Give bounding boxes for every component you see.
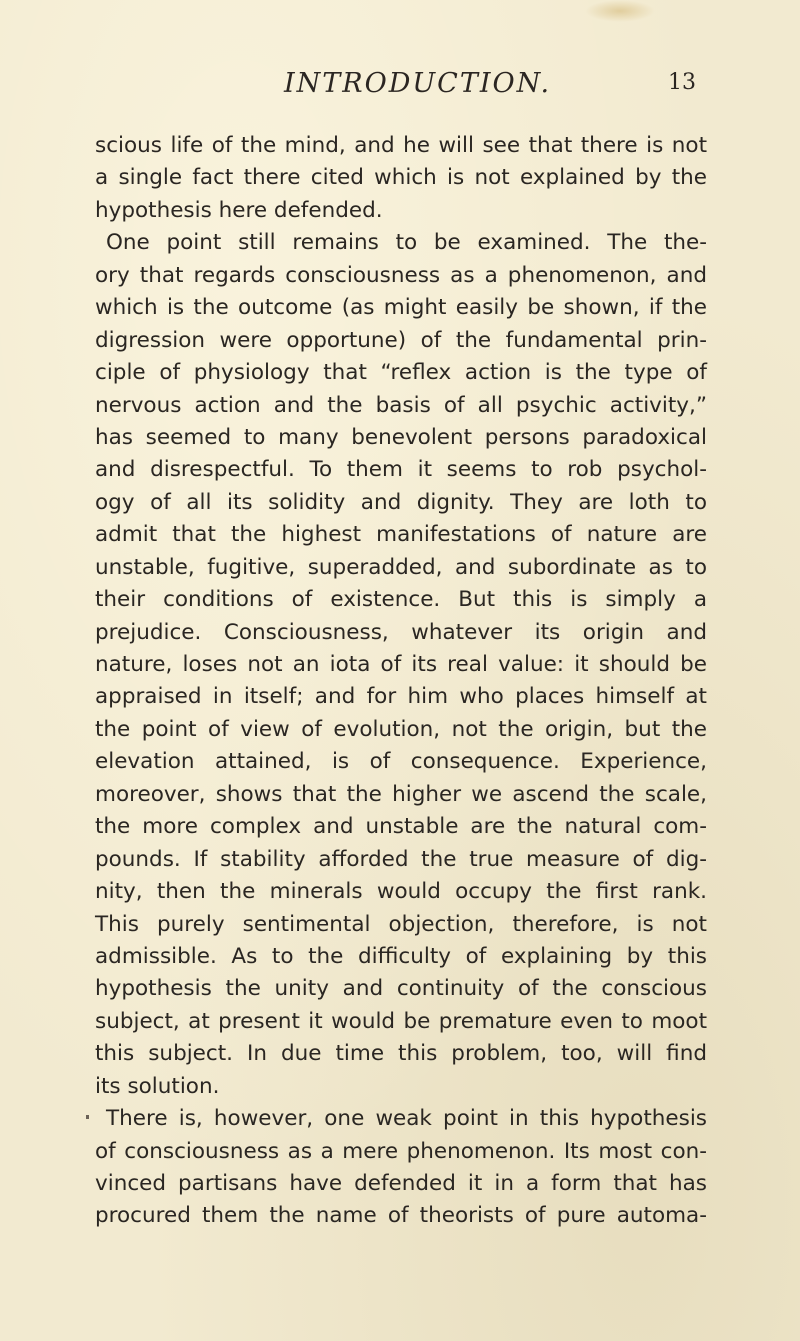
text-line: this subject. In due time this problem, too, will find bbox=[95, 1041, 707, 1067]
page-header bbox=[0, 68, 800, 108]
text-line: This purely sentimental objection, therefore, is not bbox=[95, 911, 707, 937]
text-line: which is the outcome (as might easily be shown, if the bbox=[95, 295, 707, 321]
page-number: 13 bbox=[668, 70, 696, 95]
text-line: has seemed to many benevolent persons paradoxical bbox=[95, 424, 707, 450]
paper-stain bbox=[585, 0, 655, 22]
text-line: hypothesis the unity and continuity of the conscious bbox=[95, 976, 707, 1002]
text-line: hypothesis here defended. bbox=[95, 197, 383, 223]
text-line: admissible. As to the difficulty of explaining by this bbox=[95, 943, 707, 969]
running-title: INTRODUCTION. bbox=[284, 68, 552, 99]
text-line: scious life of the mind, and he will see that there is not bbox=[95, 133, 707, 158]
text-line: nature, loses not an iota of its real value: it should be bbox=[95, 652, 707, 677]
text-line: pounds. If stability afforded the true measure of dig- bbox=[95, 846, 707, 872]
text-line: ciple of physiology that “reflex action is the type of bbox=[95, 360, 707, 386]
text-line: the point of view of evolution, not the origin, but the bbox=[95, 716, 707, 742]
text-line: a single fact there cited which is not explained by the bbox=[95, 165, 707, 191]
text-line: elevation attained, is of consequence. Experience, bbox=[95, 749, 707, 775]
text-line: One point still remains to be examined. The the- bbox=[106, 230, 707, 256]
text-line: vinced partisans have defended it in a form that has bbox=[95, 1171, 707, 1196]
text-line: unstable, fugitive, superadded, and subordinate as to bbox=[95, 554, 707, 580]
body-text bbox=[95, 130, 707, 1233]
text-line: moreover, shows that the higher we ascend the scale, bbox=[95, 781, 707, 807]
text-line: subject, at present it would be premature even to moot bbox=[95, 1008, 707, 1034]
text-line: procured them the name of theorists of pure automa- bbox=[95, 1203, 707, 1229]
text-line: There is, however, one weak point in this hypothesis bbox=[106, 1106, 707, 1132]
text-line: admit that the highest manifestations of nature are bbox=[95, 522, 707, 548]
text-line: appraised in itself; and for him who places himself at bbox=[95, 684, 707, 710]
text-line: and disrespectful. To them it seems to rob psychol- bbox=[95, 457, 707, 483]
text-line: ogy of all its solidity and dignity. They are loth to bbox=[95, 489, 707, 515]
text-line: the more complex and unstable are the natural com- bbox=[95, 814, 707, 840]
text-line: nity, then the minerals would occupy the first rank. bbox=[95, 879, 707, 905]
text-line: its solution. bbox=[95, 1073, 220, 1099]
text-line: ory that regards consciousness as a phenomenon, and bbox=[95, 262, 707, 288]
margin-mark bbox=[86, 1115, 89, 1119]
text-line: nervous action and the basis of all psychic activity,” bbox=[95, 392, 707, 418]
text-line: of consciousness as a mere phenomenon. Its most con- bbox=[95, 1138, 707, 1164]
text-line: digression were opportune) of the fundamental prin- bbox=[95, 327, 707, 353]
text-line: prejudice. Consciousness, whatever its origin and bbox=[95, 619, 707, 645]
text-line: their conditions of existence. But this is simply a bbox=[95, 587, 707, 613]
